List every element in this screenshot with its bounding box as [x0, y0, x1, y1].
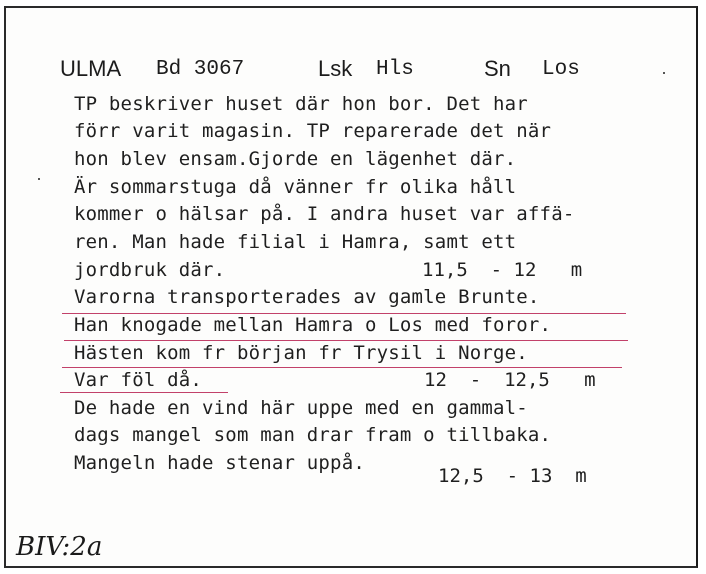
- lsk-value: Hls: [376, 58, 414, 81]
- card-bd-number: Bd 3067: [156, 58, 245, 81]
- underline: [62, 313, 626, 314]
- text-line: De hade en vind här uppe med en gammal-: [74, 397, 528, 419]
- timestamp: 11,5 - 12 m: [422, 259, 583, 281]
- underline: [64, 340, 628, 341]
- text-line: Är sommarstuga då vänner fr olika håll: [74, 176, 517, 198]
- text-line: TP beskriver huset där hon bor. Det har: [74, 93, 528, 115]
- text-line: Mangeln hade stenar uppå.: [74, 452, 365, 474]
- text-line: kommer o hälsar på. I andra huset var affä-: [74, 203, 575, 225]
- text-line: ren. Man hade filial i Hamra, samt ett: [74, 231, 517, 253]
- scan-speck: [38, 178, 40, 180]
- text-line: dags mangel som man drar fram o tillbaka.: [74, 424, 552, 446]
- scan-speck: [663, 72, 665, 74]
- text-line: Han knogade mellan Hamra o Los med foror.: [74, 314, 552, 336]
- underline: [60, 392, 228, 393]
- card-name: ULMA: [60, 56, 122, 81]
- text-line: hon blev ensam.Gjorde en lägenhet där.: [74, 148, 517, 170]
- text-line: Var föl då.: [74, 369, 203, 391]
- sn-value: Los: [542, 58, 580, 81]
- underline: [62, 367, 622, 368]
- handwritten-code: BIV:2a: [16, 532, 103, 562]
- lsk-label: Lsk: [318, 56, 353, 81]
- sn-label: Sn: [484, 56, 511, 81]
- text-line: Varorna transporterades av gamle Brunte.: [74, 286, 540, 308]
- text-line: jordbruk där.: [74, 259, 226, 281]
- text-line: Hästen kom fr början fr Trysil i Norge.: [74, 342, 528, 364]
- text-line: förr varit magasin. TP reparerade det när: [74, 120, 552, 142]
- timestamp: 12 - 12,5 m: [424, 369, 596, 391]
- timestamp: 12,5 - 13 m: [438, 465, 587, 487]
